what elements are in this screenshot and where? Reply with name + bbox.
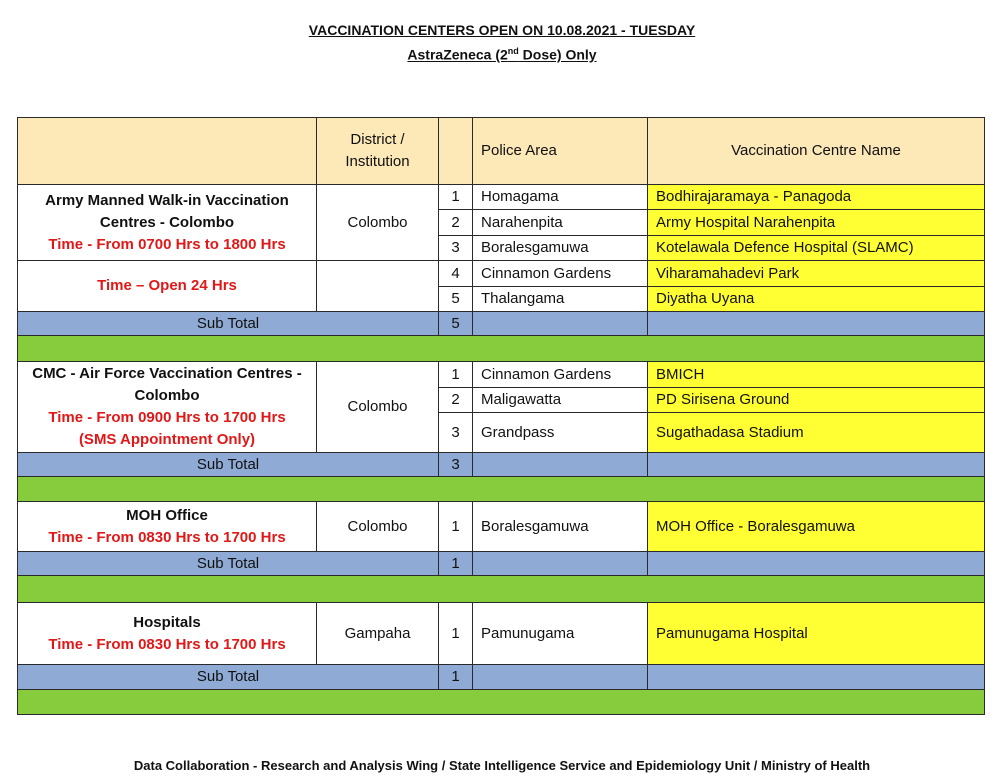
institution-title: MOH Office (126, 506, 208, 524)
police-area-cell: Pamunugama (472, 602, 648, 665)
subtotal-empty-cell (647, 452, 985, 477)
district-cell (316, 260, 439, 312)
centre-name-cell: Bodhirajaramaya - Panagoda (647, 184, 985, 210)
row-number: 1 (438, 184, 473, 210)
district-cell: Gampaha (316, 602, 439, 665)
subtotal-label: Sub Total (17, 664, 439, 690)
subtotal-empty-cell (647, 664, 985, 690)
subtotal-empty-cell (472, 551, 648, 576)
institution-time: Time – Open 24 Hrs (97, 277, 237, 294)
row-number: 2 (438, 209, 473, 236)
institution-time: Time - From 0830 Hrs to 1700 Hrs (48, 528, 286, 546)
row-number: 2 (438, 387, 473, 413)
centre-name-cell: Diyatha Uyana (647, 286, 985, 312)
police-area-cell: Boralesgamuwa (472, 501, 648, 552)
subtotal-value: 1 (438, 551, 473, 576)
section-separator (17, 689, 985, 715)
police-area-cell: Cinnamon Gardens (472, 260, 648, 287)
subtitle-superscript: nd (507, 46, 519, 56)
section-separator (17, 476, 985, 502)
institution-title: CMC - Air Force Vaccination Centres - Colombo (32, 365, 302, 404)
subtotal-label: Sub Total (17, 311, 439, 336)
institution-time: Time - From 0700 Hrs to 1800 Hrs (48, 235, 286, 253)
institution-cell (17, 501, 317, 552)
centre-name-cell: MOH Office - Boralesgamuwa (647, 501, 985, 552)
subtotal-empty-cell (647, 311, 985, 336)
subtotal-empty-cell (472, 311, 648, 336)
subtitle-prefix: AstraZeneca (2 (407, 46, 508, 63)
subtotal-value: 1 (438, 664, 473, 690)
institution-note: (SMS Appointment Only) (78, 431, 256, 448)
subtotal-value: 3 (438, 452, 473, 477)
institution-cell (17, 602, 317, 665)
page-title: VACCINATION CENTERS OPEN ON 10.08.2021 - TUESDAY (308, 22, 696, 38)
police-area-cell: Cinnamon Gardens (472, 361, 648, 388)
centre-name-cell: Kotelawala Defence Hospital (SLAMC) (647, 235, 985, 261)
subtotal-empty-cell (472, 664, 648, 690)
institution-time: Time - From 0830 Hrs to 1700 Hrs (48, 635, 286, 653)
police-area-cell: Thalangama (472, 286, 648, 312)
district-cell: Colombo (316, 501, 439, 552)
police-area-cell: Boralesgamuwa (472, 235, 648, 261)
header-centre-name: Vaccination Centre Name (647, 117, 985, 185)
centre-name-cell: PD Sirisena Ground (647, 387, 985, 413)
institution-time: Time - From 0900 Hrs to 1700 Hrs (48, 409, 286, 426)
centre-name-cell: BMICH (647, 361, 985, 388)
row-number: 1 (438, 602, 473, 665)
row-number: 1 (438, 501, 473, 552)
institution-cell (17, 184, 317, 261)
police-area-cell: Narahenpita (472, 209, 648, 236)
header-district (316, 117, 439, 185)
police-area-cell: Grandpass (472, 412, 648, 453)
row-number: 1 (438, 361, 473, 388)
header-number-cell (438, 117, 473, 185)
district-cell: Colombo (316, 361, 439, 453)
subtotal-label: Sub Total (17, 551, 439, 576)
header-district-label: District / Institution (345, 131, 410, 170)
police-area-cell: Maligawatta (472, 387, 648, 413)
subtotal-empty-cell (472, 452, 648, 477)
section-separator (17, 335, 985, 362)
footer-credit: Data Collaboration - Research and Analysis Wing / State Intelligence Service and Epidemiology Unit / Ministry of Health (133, 758, 871, 773)
institution-cell (17, 361, 317, 453)
subtotal-empty-cell (647, 551, 985, 576)
institution-title: Army Manned Walk-in Vaccination Centres - Colombo (45, 191, 289, 231)
centre-name-cell: Viharamahadevi Park (647, 260, 985, 287)
centre-name-cell: Sugathadasa Stadium (647, 412, 985, 453)
district-cell: Colombo (316, 184, 439, 261)
centre-name-cell: Army Hospital Narahenpita (647, 209, 985, 236)
row-number: 5 (438, 286, 473, 312)
subtotal-label: Sub Total (17, 452, 439, 477)
row-number: 4 (438, 260, 473, 287)
subtotal-value: 5 (438, 311, 473, 336)
header-institution-cell (17, 117, 317, 185)
row-number: 3 (438, 235, 473, 261)
institution-title: Hospitals (133, 613, 201, 631)
centre-name-cell: Pamunugama Hospital (647, 602, 985, 665)
police-area-cell: Homagama (472, 184, 648, 210)
header-police-area: Police Area (472, 117, 648, 185)
section-separator (17, 575, 985, 603)
row-number: 3 (438, 412, 473, 453)
subtitle-suffix: Dose) Only (518, 46, 597, 63)
institution-cell (17, 260, 317, 312)
